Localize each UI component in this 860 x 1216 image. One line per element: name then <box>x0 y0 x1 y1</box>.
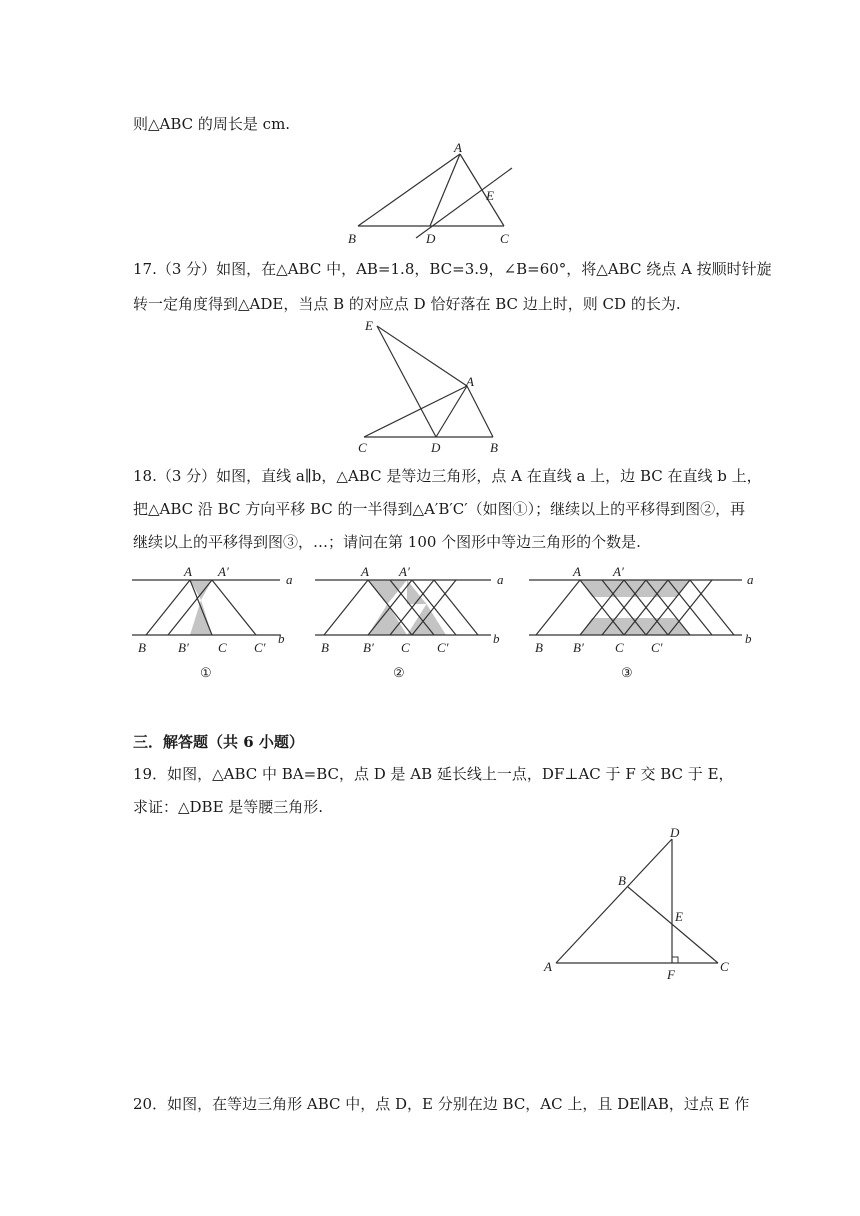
fig17-label-b: B <box>490 440 498 455</box>
fig18-1-caption: ① <box>200 665 212 680</box>
fig17-label-d: D <box>431 440 441 455</box>
section-heading: 三．解答题（共 6 小题） <box>133 733 304 751</box>
fig18-2-label-b-prime: B′ <box>363 640 374 655</box>
fig16-label-c: C <box>500 231 509 246</box>
fig18-3-caption: ③ <box>621 665 633 680</box>
figure-18-3 <box>527 563 767 683</box>
fig16-label-d: D <box>426 231 436 246</box>
fig18-3-label-b: B <box>535 640 543 655</box>
problem-18-line-1: 18.（3 分）如图，直线 a∥b，△ABC 是等边三角形，点 A 在直线 a 上，边 BC 在直线 b 上， <box>133 467 762 485</box>
problem-17-line-2: 转一定角度得到△ADE，当点 B 的对应点 D 恰好落在 BC 边上时，则 CD 的长为. <box>133 295 681 313</box>
fig18-3-label-c: C <box>615 640 624 655</box>
problem-19-line-1: 19．如图，△ABC 中 BA=BC，点 D 是 AB 延长线上一点，DF⊥AC 于 F 交 BC 于 E， <box>133 765 734 783</box>
fig17-label-e: E <box>365 318 373 333</box>
problem-18-line-2: 把△ABC 沿 BC 方向平移 BC 的一半得到△A′B′C′（如图①）；继续以上的平移得到图②，再 <box>133 500 746 518</box>
fig18-1-label-c: C <box>218 640 227 655</box>
fig19-label-a: A <box>544 959 552 974</box>
fig18-1-label-c-prime: C′ <box>254 640 266 655</box>
fig17-label-a: A <box>466 374 474 389</box>
fig18-1-label-line-a: a <box>286 572 293 587</box>
fig18-3-label-line-b: b <box>745 631 752 646</box>
fig18-1-label-a: A <box>184 564 192 579</box>
fig19-label-f: F <box>667 967 675 982</box>
fig18-2-label-line-b: b <box>493 631 500 646</box>
fig18-3-label-c-prime: C′ <box>651 640 663 655</box>
fig18-1-label-b-prime: B′ <box>178 640 189 655</box>
fig18-3-label-a-prime: A′ <box>613 564 624 579</box>
fig18-1-label-line-b: b <box>278 631 285 646</box>
fig18-3-label-b-prime: B′ <box>573 640 584 655</box>
fig16-label-a: A <box>454 140 462 155</box>
figure-16 <box>340 140 540 250</box>
fig19-label-b: B <box>618 873 626 888</box>
fig18-1-label-a-prime: A′ <box>218 564 229 579</box>
figure-18-2 <box>313 563 513 683</box>
fig19-label-d: D <box>670 825 680 840</box>
problem-19-line-2: 求证：△DBE 是等腰三角形. <box>133 798 324 816</box>
fig18-3-label-line-a: a <box>747 572 754 587</box>
problem-17-line-1: 17.（3 分）如图，在△ABC 中，AB=1.8，BC=3.9，∠B=60°，将△ABC 绕点 A 按顺时针旋 <box>133 260 772 278</box>
fig18-2-label-b: B <box>321 640 329 655</box>
figure-18-1 <box>130 563 300 683</box>
fig16-label-b: B <box>348 231 356 246</box>
fig18-2-label-c-prime: C′ <box>437 640 449 655</box>
fig18-3-label-a: A <box>573 564 581 579</box>
fig16-label-e: E <box>486 188 494 203</box>
problem-20-line-1: 20．如图，在等边三角形 ABC 中，点 D，E 分别在边 BC，AC 上，且 DE∥AB，过点 E 作 <box>133 1095 750 1113</box>
fig19-label-c: C <box>720 959 729 974</box>
fig17-label-c: C <box>358 440 367 455</box>
fig18-2-label-c: C <box>401 640 410 655</box>
fig18-2-label-a: A <box>361 564 369 579</box>
figure-19 <box>540 825 750 985</box>
problem-18-line-3: 继续以上的平移得到图③，…；请问在第 100 个图形中等边三角形的个数是. <box>133 533 641 551</box>
fig18-2-label-line-a: a <box>497 572 504 587</box>
fig18-2-caption: ② <box>393 665 405 680</box>
figure-17 <box>355 316 535 456</box>
fig19-label-e: E <box>675 909 683 924</box>
fig18-1-label-b: B <box>138 640 146 655</box>
fig18-2-label-a-prime: A′ <box>399 564 410 579</box>
text-line-16-tail: 则△ABC 的周长是 cm. <box>133 115 291 133</box>
